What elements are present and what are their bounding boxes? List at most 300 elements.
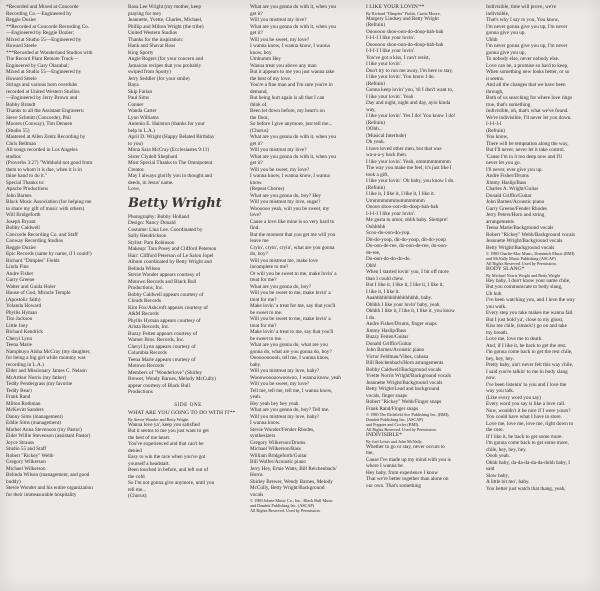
text-line: Jerry Peters/Horn and string (486, 212, 545, 218)
text-line: But I just hold ya', close to my ghost, (486, 316, 564, 323)
text-line: (Refrain) (366, 184, 386, 191)
text-line: I said you're talkin' to me in body slang (486, 368, 568, 375)
text-line: Rosa Lee Wright (my mother, keep (128, 4, 201, 10)
text-line: synthesizers (250, 433, 276, 439)
text-line: Mixed at Studio 55—Engineered by (6, 36, 82, 43)
text-line: Album coordinated by Betty Wright and (128, 259, 212, 265)
text-line: I like your lovin'. Yeah, ummmmmmmm (366, 158, 451, 165)
text-line: But the moment that you get me will you (250, 231, 336, 238)
text-line: I've been watching you, and I love the way (486, 297, 575, 303)
text-line: my breath. (486, 329, 509, 336)
text-line: Cryin', cryin', cryin', what are you gonna (250, 244, 335, 251)
text-line: indivisible, (486, 10, 510, 17)
text-line: Antonio E. Hairston (thanks for your (128, 121, 205, 127)
text-line: way, (366, 106, 376, 113)
text-line: John Barnes (6, 192, 32, 199)
text-line: Linda Fine (6, 264, 29, 270)
text-line: gonna do, what are you gonna do, boy? (250, 348, 332, 355)
text-line: Belinda Wilson (128, 265, 161, 272)
text-line: I've been listenin' to you and I love the (486, 381, 567, 388)
text-line: 'Cause I'm in it too deep now and I'll (486, 153, 562, 160)
text-line: What are you gonna do, boy? Tell me. (250, 407, 330, 413)
text-line: Kiss me chile, (smack!) go on and take (486, 323, 567, 329)
text-line: Special Thanks to: (6, 179, 45, 186)
text-line: to share my gift of music with others) (6, 205, 85, 212)
text-line: Teddy Bear) (6, 387, 32, 394)
text-line: and McNally Music Publishing (ASCAP) (486, 256, 556, 261)
text-line: Will you mistreat my love? (250, 147, 307, 153)
text-line: recorded at United Western Studios (6, 88, 80, 95)
text-line: Yolanda Howard (6, 303, 42, 309)
text-line: You're a fine man and I'm sure you're in (250, 82, 333, 88)
text-line: **Recorded at Concorde Recording Co. (6, 23, 90, 30)
text-line: Andre Fisher/Drums (486, 173, 529, 179)
text-line: Aaahhhhhhhhhhhhhhhhh, baby. (366, 295, 433, 301)
text-line: Engineered by Gary Olazabal; (6, 62, 69, 69)
text-line: Michael Wilkerson (6, 465, 46, 472)
text-line: way you talk. (486, 388, 515, 394)
text-line: buddy) (6, 478, 21, 485)
text-line: I have loved other men, but that was (366, 145, 442, 152)
text-line: (Repeat Chorus) (250, 186, 285, 192)
text-line: Bill Reichenbach/Horn arrangements (366, 360, 444, 366)
credits-column-2 (128, 4, 248, 589)
text-line: Hank and Shavar Ross (128, 43, 176, 49)
text-line: What are you gonna do with it, when you (250, 23, 337, 30)
text-line: (Refrain) (486, 127, 506, 134)
text-line: Apache Productions (6, 186, 48, 192)
text-line: Skip Farian (128, 88, 153, 95)
text-line: But it seems to me you just want to get (128, 428, 209, 434)
text-line: Phillip and Milton Wright (the tribe) (128, 23, 204, 30)
text-line: Andre Fisher (6, 270, 34, 277)
text-line: treat for me? (250, 296, 277, 303)
text-line: Will you be sweet to me, make lovin' a (250, 316, 331, 322)
text-line: the best of me heart. (128, 434, 171, 441)
text-line: swiped from Sporty) (128, 69, 171, 75)
text-line: yourself a headstart. (128, 460, 170, 467)
text-line: know, boy. (250, 49, 273, 56)
text-line: Baya (128, 82, 139, 88)
text-line: Horns (250, 472, 263, 478)
text-line: Andre Fisher/Drums, finger snaps (366, 321, 437, 327)
text-line: studios (6, 153, 21, 160)
text-line: Danny Sims (management) (6, 413, 63, 420)
text-line: Elder Willie Stevenson (assistant Pastor) (6, 433, 91, 439)
text-line: What are you gonna do with it, when you (250, 153, 337, 160)
text-line: Stevie Wonder/Fender Rhodes, (250, 426, 315, 433)
text-line: What are you gonna do with it, when you (250, 4, 337, 10)
text-line: Cheryl Lynn (6, 335, 33, 342)
text-line: Jamaican recipes that you probably (128, 62, 202, 69)
text-line: And all the changes that we have been (486, 82, 566, 88)
text-line: for their immeasurable hospitality (6, 491, 77, 498)
text-line: Ooooooooooh, tell me, I wanna know, (250, 355, 330, 361)
text-line: Jimmy Haslip/Bass (366, 327, 407, 334)
text-line: I'm gonna come back to get the rest chile, (486, 349, 573, 355)
text-line: Little Joey (6, 322, 29, 329)
text-line: What are you gonna do, boy? Hey (250, 192, 322, 199)
text-line: Scoo-do-oon-do-yop. (366, 230, 411, 236)
text-line: I-I-I-I I like your lovin'. (366, 210, 416, 217)
text-line: do, boy? (250, 251, 268, 257)
text-line: where I wanna be. (366, 463, 405, 469)
text-line: Stevie Wonder and his entire organization (6, 485, 93, 491)
text-line: Mastered at Allen Zentz Recording by (6, 134, 86, 140)
text-line: Oohhhhh (366, 223, 386, 230)
text-line: Mixed at Studio 55—Engineered by (6, 69, 82, 75)
text-line: But being hurt again is all that I can (250, 95, 325, 101)
text-line: We're indivisible, I'll never let you down. (486, 114, 572, 121)
text-line: Will you mistreat my love? (250, 17, 307, 23)
text-line: Wooowooooowoowoo, I wanna know, yeah (250, 374, 341, 381)
text-line: So I'm not gonna give anymore, until you (128, 480, 215, 486)
text-line: the floor, (250, 114, 269, 121)
text-line: May I always glorify you in thought and (128, 173, 212, 179)
text-line: There will be temptation along the way, (486, 140, 569, 147)
text-line: Easy to win the race when you've got (128, 454, 206, 460)
text-line: Steve Schmitt (Concorde), Phil (6, 114, 71, 121)
text-line: (Studio 55) (6, 127, 30, 134)
text-line: If I like it, be back to get some more. (486, 433, 563, 440)
text-line: Teena Marie (6, 342, 32, 348)
text-line: never let you go. (486, 160, 521, 166)
text-line: it seems. (486, 75, 505, 82)
text-line: What are you gonna do, boy? (250, 283, 312, 290)
text-line: All Rights Reserved. Used by Permission. (486, 261, 557, 266)
text-line: Thanks for the inspiration: (128, 36, 184, 43)
text-line: Uhhh (486, 36, 498, 43)
text-line: Productions, Inc. (128, 285, 164, 291)
text-line: Buzzy Feiten appears courtesy of (128, 330, 198, 337)
text-line: get it? (250, 160, 263, 166)
text-line: Warner Bros. Records, Inc. (128, 337, 185, 343)
text-line: Will you mistreat my love, baby? (250, 413, 320, 420)
text-line: Moores (Conway), Tim Dennen (6, 121, 73, 127)
text-line: de-ree, (366, 249, 381, 256)
text-line: Will you be sweet to me, make lovin' a (250, 290, 331, 296)
text-line: appear courtesy of Black Bull (128, 382, 190, 389)
text-line: Mona Sara McCray (Ecclesiastes 9:11) (128, 147, 210, 153)
text-line: through, (486, 88, 504, 95)
text-line: and Poppies and Circles (BMI). (366, 422, 420, 427)
text-line: Belinda Wilson (management, and good (6, 472, 90, 478)
text-line: Strings and various horn overdubs (6, 82, 78, 88)
text-line: you walk. (486, 303, 507, 310)
text-line: Elder and Missionary James C. Nelson (6, 368, 87, 374)
text-line: Arista Records, Inc. (128, 324, 170, 330)
text-line: arrangements (486, 218, 514, 225)
text-line: Jimmy Haslip/Bass (486, 179, 527, 186)
text-line: I like your lovin'. Yeah (366, 93, 414, 100)
text-line: Richard "Dimples" Fields (6, 257, 60, 264)
text-line: Indivisible, time will prove, we're (486, 4, 557, 10)
text-line: You've experienced and that can't be (128, 441, 204, 447)
text-line: me, (366, 450, 374, 456)
text-line: Uh huh (486, 290, 502, 297)
text-line: Sister Clydell Shephard (128, 153, 178, 160)
text-line: John Barnes/Acoustic piano (366, 347, 425, 353)
text-line: I like your lovin'. You know I do. (366, 74, 435, 80)
text-line: Oooh yeah. (486, 453, 510, 459)
text-line: Donald Griffin/Guitar (486, 192, 532, 199)
text-line: Motown Records (128, 363, 164, 369)
text-line: Michael Wilkerson/Bass (250, 446, 301, 452)
text-line: I wanna know. (250, 420, 281, 426)
text-line: And, if I like it, be back to get the rest. (486, 342, 567, 349)
text-line: Black Music Association (for helping me (6, 199, 92, 205)
text-line: thine hand to do it." (6, 173, 48, 179)
text-line: Gonna keep lovin' you, 'til I don't want to, (366, 87, 454, 93)
text-line: Will you be sweet, my love? (250, 166, 310, 173)
text-line: demand, (250, 88, 268, 95)
text-line: chile, hey, hey, hey. (486, 446, 527, 453)
text-line: Dit-do-yoop, dit-do-yoop, dit-do-yoop (366, 236, 446, 243)
text-line: Angie Rogers (for your concern and (128, 56, 204, 62)
text-line: Betty Wright/Background vocals (486, 244, 555, 251)
text-line: INDIVISIBLE* (366, 432, 403, 438)
text-line: Tell me, tell me, tell me, I wanna know, (250, 387, 333, 394)
text-line: King Sporty (128, 49, 154, 56)
text-line: By Richard "Dimples" Fields, Curtis Moore, (366, 10, 441, 16)
text-line: What are you gonna do with it, when you (250, 134, 337, 140)
text-line: ***Recorded at Wonderland Studios with (6, 49, 93, 56)
text-line: Nampbuyo Aisha McCray (my daughter, (6, 348, 91, 355)
text-line: deeds, in Jesus' name. (128, 179, 174, 186)
lyrics-column-3 (250, 4, 380, 589)
text-line: for being a big girl while mommy was (6, 355, 86, 361)
text-line: United Western Studios (128, 30, 178, 36)
text-line: Charles A. Wright/Guitar (486, 186, 539, 192)
text-line: Stylist: Pam Robinson (128, 239, 175, 246)
text-line: Slow baby, (486, 472, 510, 479)
text-line: Will you mistreat my love, sugar? (250, 199, 321, 205)
text-line: vocals (250, 491, 264, 498)
text-line: Whether to go or stay, never occurs to (366, 443, 445, 450)
text-line: Design: Nancy Donald (128, 220, 176, 226)
text-line: Margery Lindsey and Betty Wright (366, 15, 439, 22)
text-line: I do. (366, 314, 376, 321)
text-line: yeah. (250, 394, 262, 400)
text-line: think of. (250, 101, 268, 108)
text-line: I like it, I like it. (366, 288, 400, 295)
text-line: hey, hey, hey. (486, 355, 514, 362)
text-line: I LIKE YOUR LOVIN'** (366, 4, 425, 10)
text-line: I'm gonna come back to get some more, (486, 440, 569, 446)
text-line: know. (250, 179, 263, 186)
text-line: But I like it, I like it, I like it, I like it, (366, 282, 444, 288)
text-line: Donald Griffin/Guitar (366, 340, 412, 347)
text-line: © 1980 Jobete Music Co., Inc., Black Bull Music (250, 498, 333, 503)
text-line: Bobby Caldwell (6, 225, 40, 231)
text-line: now. (486, 375, 496, 381)
text-line: gonna give you up, (486, 49, 526, 56)
text-line: BODY SLANG* (486, 266, 525, 272)
text-line: Make lovin' a treat for me, say that you'll (250, 303, 336, 309)
text-line: true, that's something (486, 101, 531, 108)
text-line: tell me... (128, 486, 147, 493)
text-line: Me gusta tu amor, ohhh baby. Siempre! (366, 217, 448, 223)
text-line: to you) (128, 140, 143, 147)
text-line: By Joel Lewis and John McNally (366, 438, 422, 444)
text-line: Milton Rothman (6, 400, 41, 407)
text-line: —Engineered by Reggie Dozier; (6, 30, 75, 36)
text-line: Teddy Pendergrass (my favorite (6, 381, 73, 387)
text-line: Will you be sweet, my love? (250, 36, 310, 43)
text-line: When I started lovin' you, I bit off more (366, 269, 449, 275)
text-line: Cheryl Lynn appears courtesy of (128, 343, 196, 350)
text-line: and Dandett Publishing Inc. (ASCAP) (250, 503, 315, 508)
text-line: But it appears to me you just wanna take (250, 69, 335, 75)
text-line: Jeannette Wright/Background vocals (486, 238, 563, 244)
text-line: Umhumm Hey (250, 56, 281, 62)
text-line: © 1980 The Richfield Ace Publishing Inc. (BMI), (366, 412, 450, 417)
text-line: Richard Kendrick (6, 329, 44, 335)
text-line: WHAT ARE YOU GOING TO DO WITH IT** (128, 410, 236, 416)
text-line: McKevitt Sanders (6, 407, 44, 413)
text-line: To nobody else, never nobody else. (486, 56, 560, 62)
text-line: I'll never, ever give you up. (486, 166, 543, 173)
text-line: Pretty baby, ain't never felt this way chile, (486, 362, 574, 368)
text-line: Epic Records (same by name, if I could!) (6, 251, 92, 257)
text-line: Productions (128, 389, 153, 395)
text-line: Conner (128, 101, 144, 108)
text-line: get it? (250, 30, 263, 36)
text-line: That we're better together than alone on (366, 476, 449, 482)
text-line: All Rights Reserved. Used by Permission. (250, 508, 321, 513)
text-line: Mother Anna Stevenson (my Pastor) (6, 426, 82, 433)
text-line: Will you be sweet, my love? (250, 381, 310, 387)
text-line: Cause I've made up my mind with you is (366, 456, 451, 463)
text-line: Most Special Thanks to The Omnipotent (128, 160, 213, 166)
text-line: Photography: Bobby Holland (128, 213, 190, 220)
text-line: Make lovin' a treat to me, say that you'll (250, 329, 334, 335)
text-line: the core. (486, 427, 504, 433)
text-line: You better just watch that thang, yeah, (486, 485, 566, 492)
text-line: I'm never gonna give you up, I'm never (486, 23, 568, 30)
text-line: A little bit mo', baby. (486, 479, 530, 485)
text-line: (Refrain) (366, 80, 386, 87)
credits-column-1 (6, 4, 124, 589)
text-line: But I'll never, never let it take control. (486, 147, 565, 153)
text-line: Kim Fox/Ashcroft appears courtesy of (128, 304, 208, 311)
text-line: (Like every word you say) (486, 394, 542, 401)
text-line: You know, (486, 134, 509, 140)
text-line: So before I give anymore, just tell me... (250, 121, 333, 127)
text-line: Jerry Seddler (for your smile) (128, 75, 190, 82)
text-line: than I could chew. (366, 275, 404, 282)
text-line: Will you mistreat my love, baby? (250, 368, 320, 374)
text-line: I-I-I-I-I (486, 121, 502, 127)
text-line: Motown Records and Black Bull (128, 278, 197, 285)
text-line: By Stevie Wonder and Betty Wright (128, 416, 189, 422)
text-line: Chris Bellman (6, 140, 37, 147)
text-line: But you communicate to body slang, (486, 284, 563, 290)
text-line: Teena Marie appears courtesy of (128, 356, 196, 363)
text-line: I wanna know, I wanna know, I wanna (250, 173, 330, 179)
text-line: I like your lovin'. (366, 61, 402, 67)
text-line: Eddie Sims (management) (6, 420, 62, 426)
text-line: William Bridgeforth/Guitar (250, 452, 307, 459)
text-line: wa-a-a-y back then. (366, 152, 408, 158)
text-line: help in L.A.) (128, 127, 155, 134)
text-line: Do-oon-do-do-do-do. (366, 256, 411, 262)
text-line: Love can be, a promise so hard to keep, (486, 62, 569, 69)
text-line: I like your lovin'. Yes I do! You know I do! (366, 113, 456, 119)
text-line: (Apostolic faith) (6, 296, 41, 303)
text-line: Now, wouldn't it be nice if I were yours? (486, 407, 571, 414)
text-line: Ooooooo shoo-oon-do-doop-bah-bah (366, 41, 444, 48)
text-line: Hey yeah hey hey yeah. (250, 400, 300, 407)
text-line: (Refrain) (366, 22, 386, 28)
text-line: You could have what I have in store. (486, 414, 562, 420)
text-line: I like your lovin'. Oh baby, you know I do. (366, 178, 455, 184)
text-line: treat for me? (250, 277, 277, 283)
text-line: Or will you be sweet to me, make lovin' a (250, 270, 337, 277)
text-line: Jeannette Wright/Background vocals (366, 379, 443, 386)
text-line: get it? (250, 140, 263, 147)
text-line: Victor Feldman/Vibes, cabasa (366, 353, 429, 360)
text-line: Howard Steele (6, 75, 37, 82)
text-line: A&M Records (128, 311, 159, 317)
text-line: I like it, I like it, I like it, I like it. (366, 191, 436, 197)
text-line: Buzzy Feiten/Guitar (366, 334, 409, 340)
text-line: Creator. (128, 166, 145, 173)
text-line: Don't try to run me away, I'm here to stay, (366, 67, 453, 74)
text-line: Walter and Guida Holer (6, 283, 56, 290)
text-line: (Musical Interlude) (366, 132, 407, 139)
text-line: be sweet to me. (250, 335, 283, 342)
text-line: Ohh! (366, 262, 377, 269)
text-line: House of God, Miracle Temple (6, 290, 71, 296)
lyrics-column-4 (366, 4, 486, 589)
text-line: Both of us searching for where love rings (486, 95, 573, 101)
text-line: Reggie Dozier (6, 17, 37, 23)
text-line: Columbia Records (128, 350, 167, 356)
text-line: I'm never gonna give you up, I'm never (486, 43, 568, 49)
text-line: By Michael Norris Wright and Betty Wright (486, 272, 560, 278)
text-line: Stevie Wonder appears courtesy of (128, 272, 201, 278)
text-line: praying for me) (128, 10, 161, 17)
text-line: Jerry Hey, Ernie Watts, Bill Reichenbach/ (250, 465, 337, 472)
text-line: Robert "Rickey" Webb (6, 452, 54, 459)
text-line: Jeannette, Yvette, Charles, Michael, (128, 17, 203, 23)
text-line: OOhh... (366, 126, 383, 132)
text-line: You've got a kiss, I can't resist, (366, 54, 430, 61)
text-line: —Engineered by Jerry Brown and (6, 95, 78, 101)
text-line: Bill Wolfer/Acoustic piano (250, 459, 306, 465)
text-line: Robert "Rickey" Webb/Finger snaps (366, 399, 442, 405)
text-line: Yvette Norris Wright/Background vocals (366, 373, 451, 379)
text-line: Phyllis Hyman (6, 309, 37, 316)
text-line: Garry Greene (6, 277, 35, 283)
text-line: Been touched in before, and left out of (128, 467, 209, 473)
text-line: The way you make me feel, it's just like I (366, 165, 452, 171)
text-line: Ohhhh I like it, I like it, I like it, you know (366, 308, 455, 314)
text-line: Howard Steele (6, 43, 37, 49)
text-line: Tito Jackson (6, 316, 33, 322)
text-line: The Record Plant Remote Truck— (6, 56, 79, 62)
text-line: Woooooo yeah, will you be sweet, my (250, 205, 330, 212)
text-line: Makeup: Tara Posey and Clifford Peterson (128, 246, 217, 252)
text-line: Love me, love me, love me, right down to (486, 420, 574, 427)
text-line: Ooooo shoo-oon-do-doop-bah-bah (366, 204, 439, 210)
text-line: Joseph Bryant (6, 218, 36, 225)
text-line: Bobby Brandt (6, 101, 36, 108)
text-line: Paul Sims (128, 95, 149, 101)
text-line: Ohhh baby, da-da-da-da-da-dohh baby, I (486, 459, 571, 466)
text-line: Ohhhh I like your lovin' baby, yeah. (366, 301, 441, 308)
